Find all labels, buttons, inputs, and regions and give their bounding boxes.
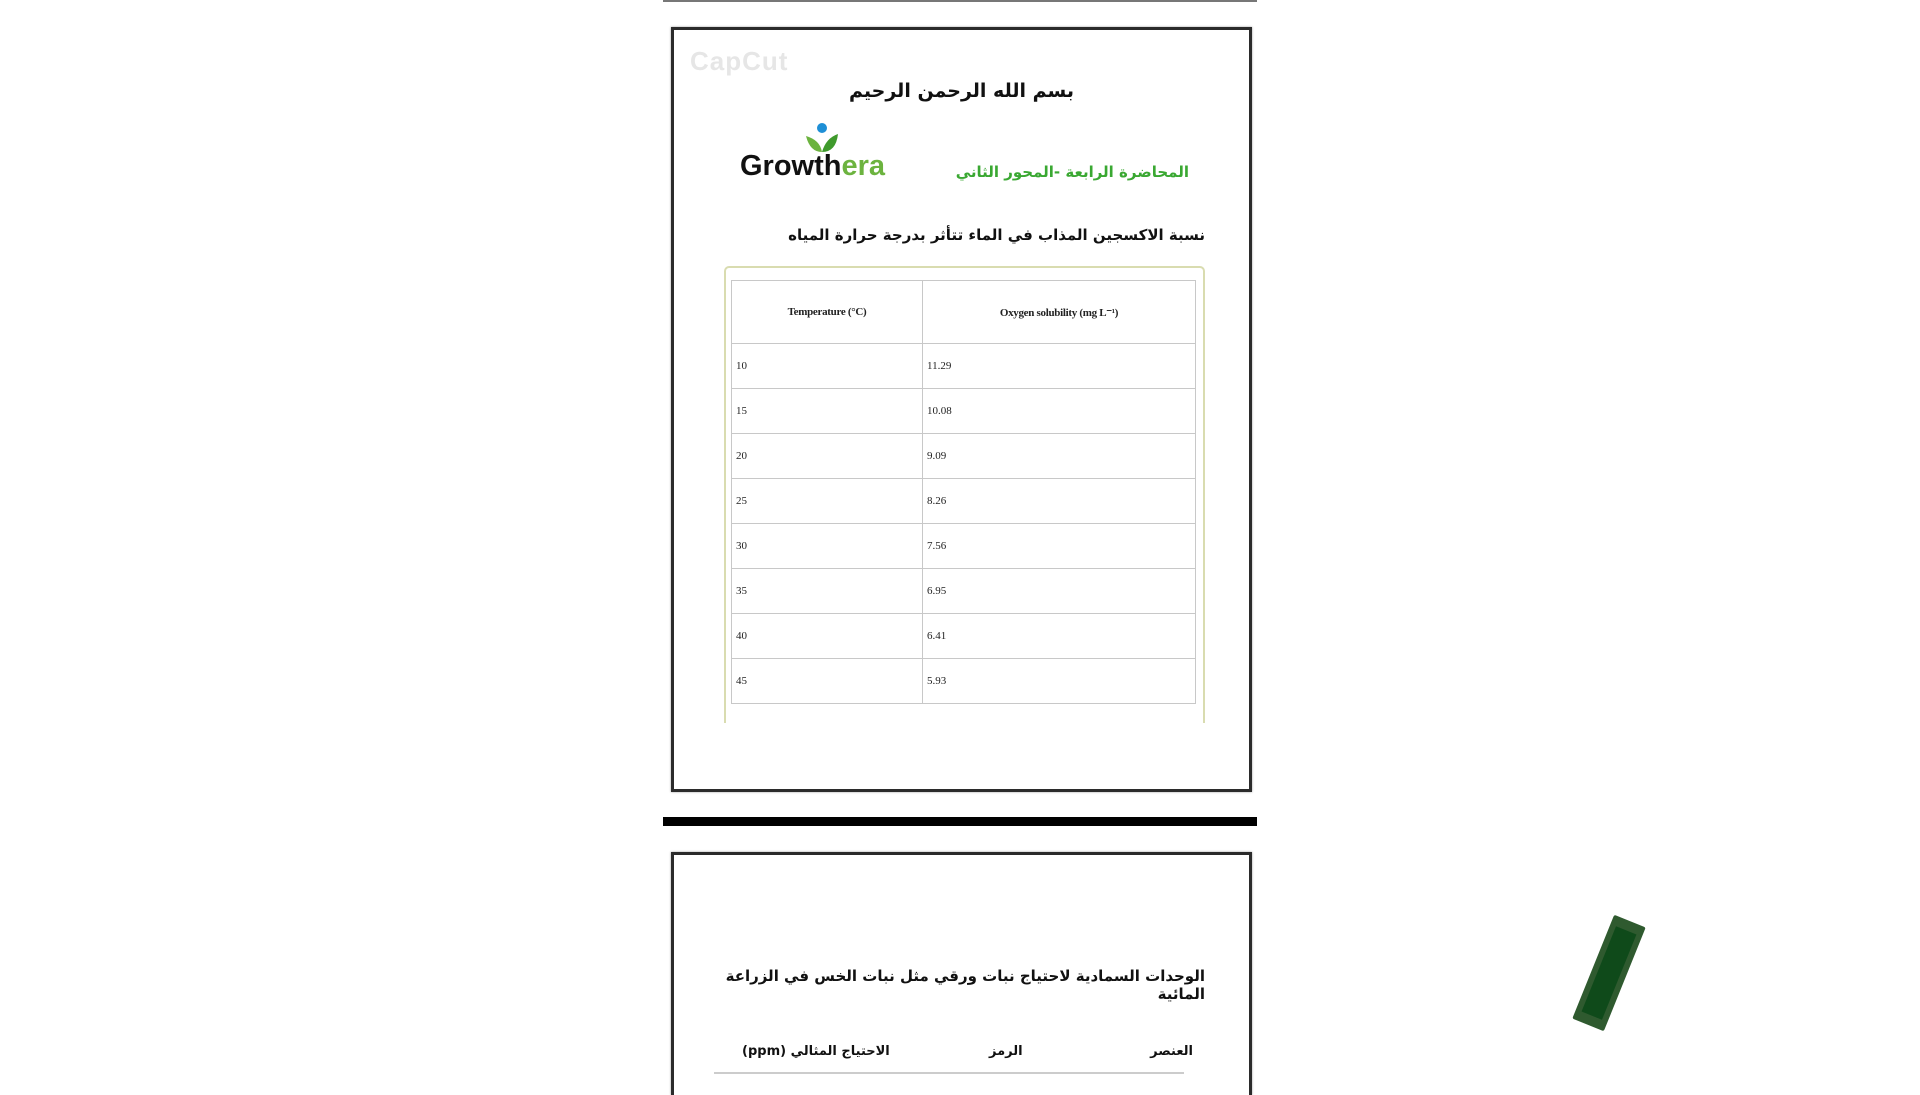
table-header-line xyxy=(714,1072,1184,1074)
oxygen-cell: 6.41 xyxy=(923,614,1196,659)
temperature-cell: 25 xyxy=(732,479,923,524)
top-divider xyxy=(663,0,1257,2)
section-heading: نسبة الاكسجين المذاب في الماء تتأثر بدرجة حرارة المياه xyxy=(788,226,1205,244)
temperature-cell: 30 xyxy=(732,524,923,569)
oxygen-cell: 9.09 xyxy=(923,434,1196,479)
column-symbol: الرمز xyxy=(989,1044,1023,1059)
oxygen-cell: 8.26 xyxy=(923,479,1196,524)
section-heading-2: الوحدات السمادية لاحتياج نبات ورقي مثل نبات الخس في الزراعة المائية xyxy=(725,967,1205,1003)
oxygen-solubility-table xyxy=(731,280,1196,704)
growthera-logo xyxy=(740,122,900,182)
table-row xyxy=(732,434,1196,479)
basmala-title: بسم الله الرحمن الرحيم xyxy=(849,80,1074,102)
temperature-cell: 20 xyxy=(732,434,923,479)
table-row xyxy=(732,479,1196,524)
column-ideal-requirement: الاحتياج المثالي (ppm) xyxy=(742,1044,890,1059)
table-frame xyxy=(724,266,1205,723)
table-row xyxy=(732,614,1196,659)
page-separator xyxy=(663,817,1257,826)
table-row xyxy=(732,524,1196,569)
table-row xyxy=(732,569,1196,614)
temperature-cell: 45 xyxy=(732,659,923,704)
column-element: العنصر xyxy=(1150,1044,1193,1059)
temperature-cell: 15 xyxy=(732,389,923,434)
temperature-cell: 10 xyxy=(732,344,923,389)
temperature-cell: 40 xyxy=(732,614,923,659)
document-page-1 xyxy=(671,27,1252,792)
oxygen-cell: 6.95 xyxy=(923,569,1196,614)
oxygen-cell: 10.08 xyxy=(923,389,1196,434)
logo-text: Growthera xyxy=(740,150,886,182)
document-page-2 xyxy=(671,852,1252,1095)
table-row xyxy=(732,344,1196,389)
oxygen-cell: 5.93 xyxy=(923,659,1196,704)
lecture-subtitle: المحاضرة الرابعة -المحور الثاني xyxy=(955,163,1189,181)
table-row xyxy=(732,659,1196,704)
oxygen-cell: 7.56 xyxy=(923,524,1196,569)
header-oxygen-solubility: Oxygen solubility (mg L⁻¹) xyxy=(923,281,1196,344)
oxygen-cell: 11.29 xyxy=(923,344,1196,389)
header-temperature: Temperature (°C) xyxy=(732,281,923,344)
green-marker-shape xyxy=(1572,915,1645,1032)
capcut-watermark: CapCut xyxy=(690,46,789,76)
temperature-cell: 35 xyxy=(732,569,923,614)
table-row xyxy=(732,389,1196,434)
